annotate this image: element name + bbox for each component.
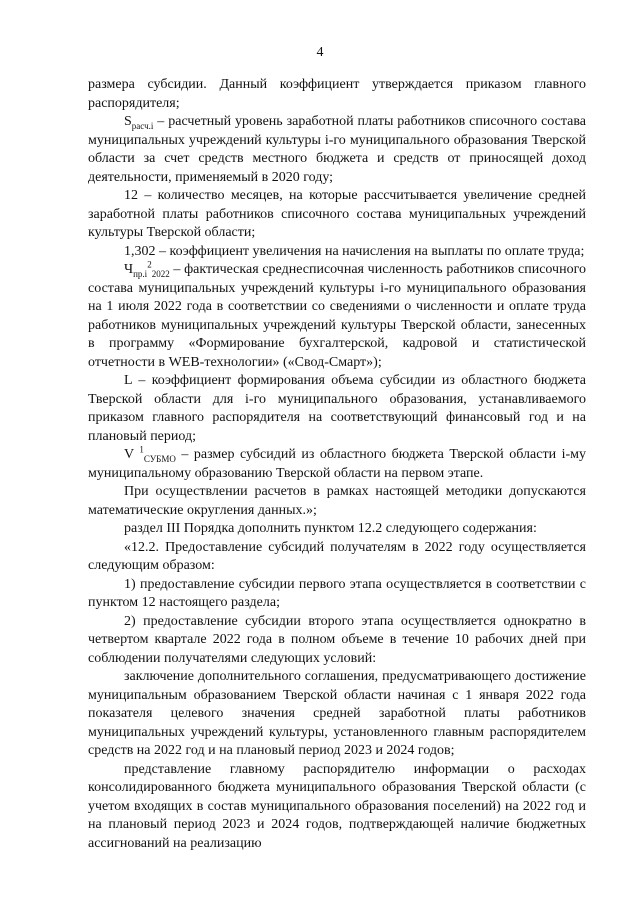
formula-symbol: 2022	[151, 268, 170, 279]
paragraph	[88, 668, 586, 761]
paragraph-text: 2) предоставление субсидии второго этапа осуществляется однократно в четвертом квартале 2022 года в полном объеме в течение 10 рабочих дней при соблюдении получателями следующих условий:	[88, 613, 586, 666]
paragraph	[88, 483, 586, 520]
formula-symbol: Ч	[124, 262, 134, 277]
formula-symbol: V	[124, 447, 140, 462]
paragraph-text: представление главному распорядителю информации о расходах консолидированного бюджета муниципального образования Тверской области (с учетом входящих в состав муниципального образования поселений) на 2022 год и на плановый период 2023 и 2024 годов, подтверждающей наличие бюджетных ассигнований на реализацию	[88, 761, 586, 851]
formula-symbol: расч.i	[131, 120, 154, 131]
paragraph-text: 1,302 – коэффициент увеличения на начисления на выплаты по оплате труда;	[124, 243, 585, 259]
paragraph	[88, 113, 586, 187]
paragraph-text: заключение дополнительного соглашения, предусматривающего достижение муниципальным образованием Тверской области начиная с 1 января 2022 года показателя целевого значения средней заработной платы работников муниципальных учреждений культуры, установленного главным распорядителем средств на 2022 год и на плановый период 2023 и 2024 годов;	[88, 669, 586, 758]
document-body	[88, 76, 586, 853]
paragraph	[88, 520, 586, 539]
paragraph	[88, 446, 586, 483]
formula-symbol: СУБМО	[143, 453, 176, 464]
page-number: 4	[316, 45, 324, 60]
paragraph	[88, 243, 586, 262]
paragraph-text: При осуществлении расчетов в рамках настоящей методики допускаются математические округления данных.»;	[88, 484, 586, 518]
paragraph-text: размера субсидии. Данный коэффициент утверждается приказом главного распорядителя;	[88, 77, 586, 111]
paragraph	[88, 372, 586, 446]
paragraph	[88, 539, 586, 576]
paragraph-text: «12.2. Предоставление субсидий получателям в 2022 году осуществляется следующим образом:	[88, 539, 586, 573]
formula-symbol: пр.i	[133, 268, 148, 279]
formula-symbol: S	[124, 114, 132, 129]
paragraph-text: – расчетный уровень заработной платы работников списочного состава муниципальных учреждений культуры i-го муниципального образования Тверской области за счет средств местного бюджета и средств от приносящей доход деятельности, применяемый в 2020 году;	[88, 114, 586, 185]
paragraph-text: 12 – количество месяцев, на которые рассчитывается увеличение средней заработной платы работников списочного состава муниципальных учреждений культуры Тверской области;	[88, 188, 586, 240]
paragraph	[88, 576, 586, 613]
paragraph-text: L – коэффициент формирования объема субсидии из областного бюджета Тверской области для i-го муниципального образования, устанавливаемого приказом главного распорядителя на соответствующий финансовый год и на плановый период;	[88, 373, 586, 444]
paragraph-text: раздел III Порядка дополнить пунктом 12.2 следующего содержания:	[124, 521, 537, 536]
paragraph	[88, 76, 586, 113]
paragraph-text: 1) предоставление субсидии первого этапа осуществляется в соответствии с пунктом 12 настоящего раздела;	[88, 576, 586, 610]
paragraph	[88, 261, 586, 372]
paragraph	[88, 613, 586, 669]
paragraph	[88, 187, 586, 243]
formula-symbol: 1	[139, 444, 144, 455]
paragraph-text: – размер субсидий из областного бюджета Тверской области i-му муниципальному образованию Тверской области на первом этапе.	[88, 447, 586, 481]
formula-symbol: 2	[147, 259, 152, 270]
paragraph	[88, 761, 586, 854]
paragraph-text: – фактическая среднесписочная численность работников списочного состава муниципальных учреждений культуры i-го муниципального образования на 1 июля 2022 года в соответствии со сведениями о численности и оплате труда работников муниципальных учреждений культуры Тверской области, занесенных в программу «Формирование бухгалтерской, кадровой и статистической отчетности в WEB-технологии» («Свод-Смарт»);	[88, 262, 586, 370]
